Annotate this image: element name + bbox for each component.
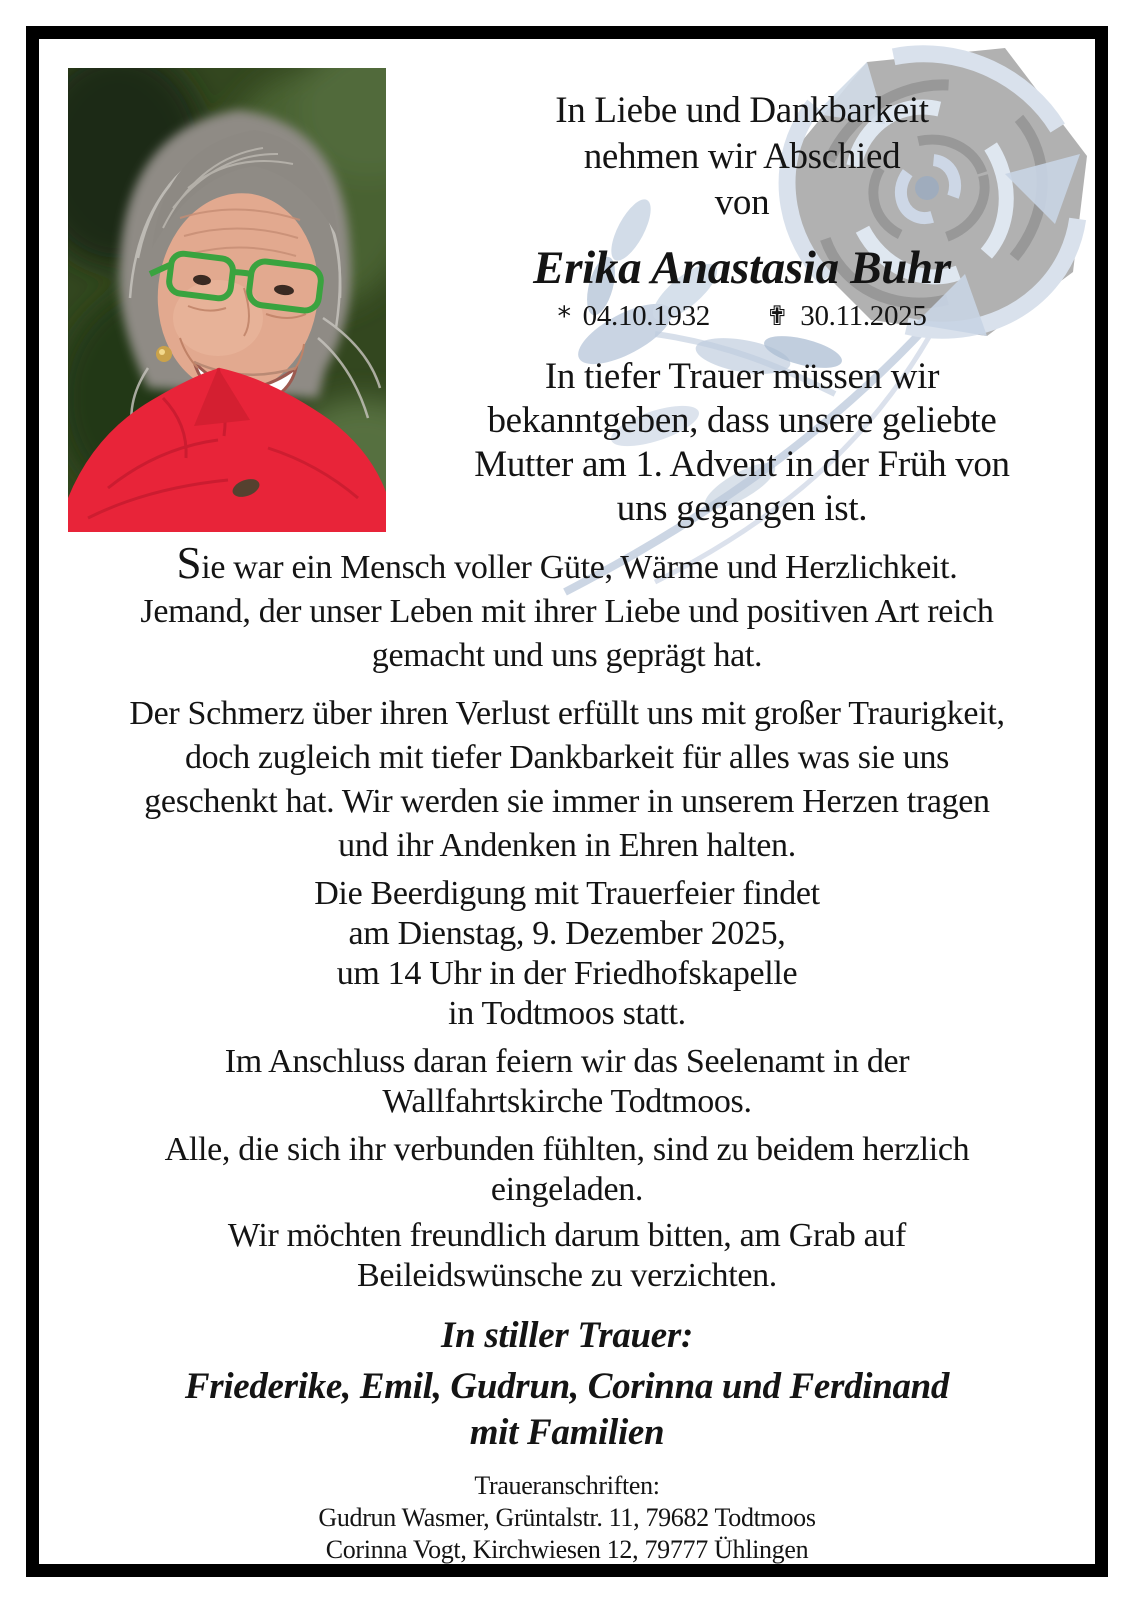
birth-date-pair <box>557 296 710 337</box>
funeral-line: um 14 Uhr in der Friedhofskapelle <box>336 955 798 992</box>
tribute-line: gemacht und uns geprägt hat. <box>371 637 763 674</box>
funeral-line: in Todtmoos statt. <box>448 995 686 1032</box>
cross-icon: ✟ <box>765 301 789 332</box>
intro-line-1: In Liebe und Dankbarkeit <box>555 90 929 131</box>
mourners-paragraph <box>42 1364 1092 1456</box>
tribute-line: und ihr Andenken in Ehren halten. <box>338 827 796 864</box>
header-block <box>398 88 1086 531</box>
announcement-line: Mutter am 1. Advent in der Früh von <box>474 444 1010 485</box>
funeral-info-paragraph <box>42 874 1092 1034</box>
announcement-line: bekanntgeben, dass unsere geliebte <box>487 400 997 441</box>
life-dates <box>398 296 1086 337</box>
tribute-line-rest: ie war ein Mensch voller Güte, Wärme und Herzlichkeit. <box>201 549 958 586</box>
death-date-pair <box>766 296 927 337</box>
addresses-paragraph <box>42 1470 1092 1566</box>
tribute-paragraph-2 <box>42 692 1092 868</box>
announcement-line: uns gegangen ist. <box>616 488 868 529</box>
request-line: Beileidswünsche zu verzichten. <box>357 1257 777 1294</box>
seelenamt-line: Wallfahrtskirche Todtmoos. <box>382 1083 752 1120</box>
deceased-name: Erika Anastasia Buhr <box>533 242 951 294</box>
invitation-paragraph <box>42 1130 1092 1210</box>
address-line: Gudrun Wasmer, Grüntalstr. 11, 79682 Todtmoos <box>318 1503 816 1532</box>
invitation-line: eingeladen. <box>490 1171 644 1208</box>
tribute-line: Der Schmerz über ihren Verlust erfüllt uns mit großer Traurigkeit, <box>129 695 1005 732</box>
portrait-photo <box>68 68 386 532</box>
mourners-line: mit Familien <box>469 1412 665 1453</box>
intro-line-2: nehmen wir Abschied <box>583 136 901 177</box>
mourners-line: Friederike, Emil, Gudrun, Corinna und Ferdinand <box>184 1366 950 1407</box>
addresses-label: Traueranschriften: <box>474 1471 660 1500</box>
request-line: Wir möchten freundlich darum bitten, am Grab auf <box>227 1217 907 1254</box>
invitation-line: Alle, die sich ihr verbunden fühlten, sind zu beidem herzlich <box>164 1131 970 1168</box>
mourning-label: In stiller Trauer: <box>441 1315 693 1356</box>
address-line: Corinna Vogt, Kirchwiesen 12, 79777 Ühlingen <box>325 1535 809 1564</box>
tribute-paragraph-1 <box>42 538 1092 678</box>
main-text <box>42 538 1092 1566</box>
announcement-paragraph <box>398 355 1086 531</box>
announcement-line: In tiefer Trauer müssen wir <box>544 356 940 397</box>
intro-line-3: von <box>714 182 770 223</box>
birth-date: 04.10.1932 <box>582 300 710 332</box>
tribute-line: geschenkt hat. Wir werden sie immer in unserem Herzen tragen <box>144 783 990 820</box>
drop-cap-initial: S <box>176 538 202 588</box>
death-date: 30.11.2025 <box>800 300 927 332</box>
funeral-line: Die Beerdigung mit Trauerfeier findet <box>314 875 820 912</box>
tribute-line <box>42 538 1092 590</box>
star-birth-icon: * <box>557 301 571 332</box>
tribute-line: Jemand, der unser Leben mit ihrer Liebe und positiven Art reich <box>140 593 994 630</box>
seelenamt-paragraph <box>42 1042 1092 1122</box>
request-paragraph <box>42 1216 1092 1296</box>
seelenamt-line: Im Anschluss daran feiern wir das Seelenamt in der <box>224 1043 910 1080</box>
tribute-line: doch zugleich mit tiefer Dankbarkeit für alles was sie uns <box>184 739 950 776</box>
funeral-line: am Dienstag, 9. Dezember 2025, <box>348 915 786 952</box>
